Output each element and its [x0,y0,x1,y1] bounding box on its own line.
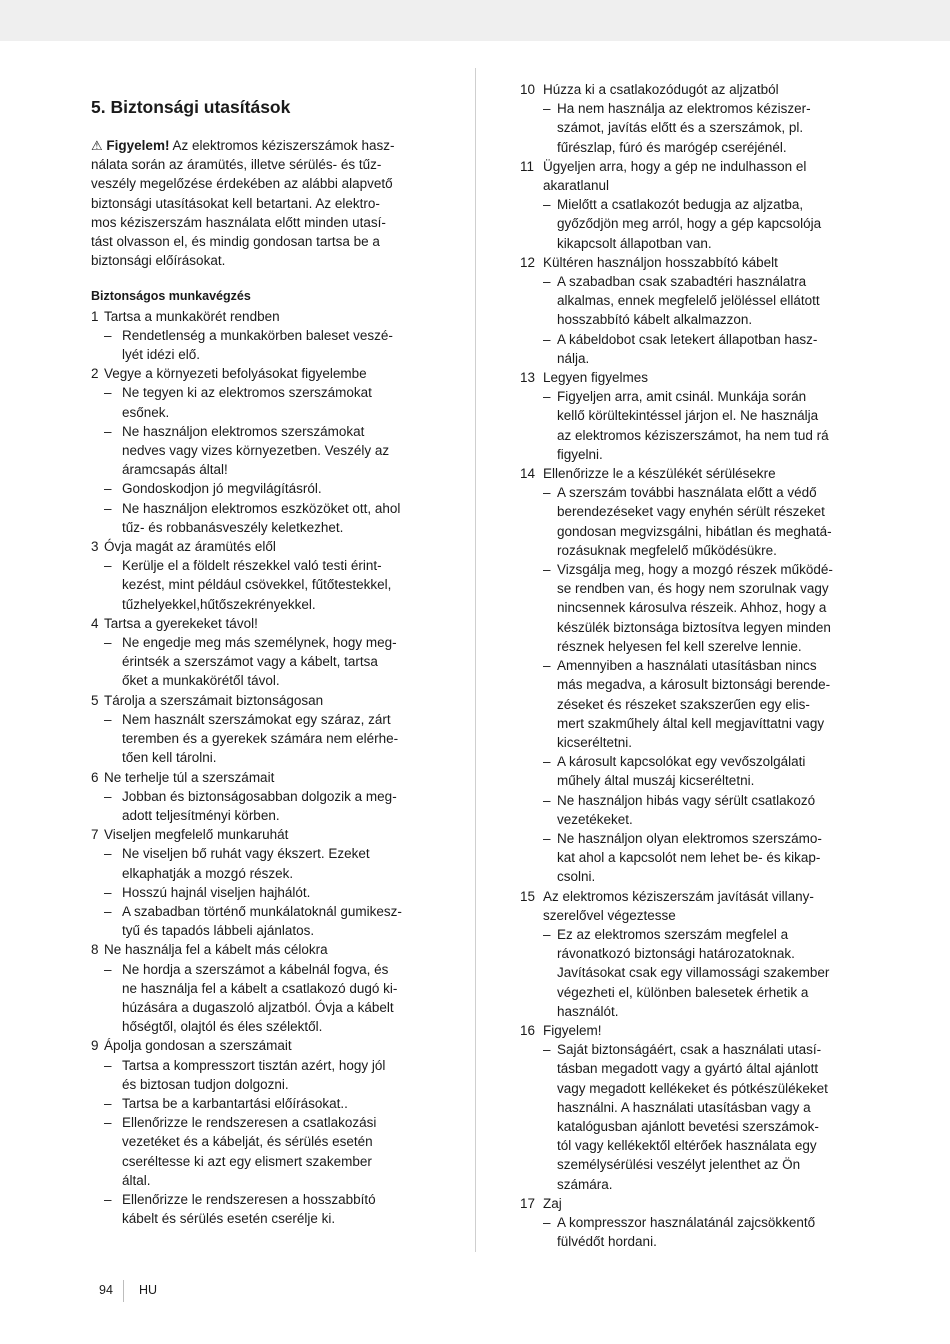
dash-icon: – [543,1042,551,1058]
dash-icon: – [543,101,551,117]
intro-paragraph [91,136,436,270]
bullet-line: által. [122,1172,151,1188]
dash-icon: – [104,1191,112,1207]
item-number: 15 [520,888,536,904]
dash-icon: – [104,711,112,727]
dash-icon: – [104,558,112,574]
bullet-line: személysérülési veszélyt jelenthet az Ön [557,1157,801,1173]
bullet-item [543,330,865,368]
dash-icon: – [104,635,112,651]
bullet-line: katalógusban ajánlott bevetési szerszámok- [557,1118,819,1134]
safety-item [91,364,436,383]
section-title: 5. Biztonsági utasítások [91,97,291,117]
safety-item [520,1021,865,1040]
item-title-line: Óvja magát az áramütés elől [104,539,276,555]
bullet-line: Ne viseljen bő ruhát vagy ékszert. Ezeket [122,846,370,862]
left-column [91,96,436,1228]
item-title-line: szerelővel végeztesse [543,907,676,923]
bullet-item [104,556,436,614]
item-number: 5 [91,692,99,708]
bullet-line: cseréltesse ki azt egy elismert szakember [122,1153,372,1169]
item-title-line: Figyelem! [543,1022,602,1038]
dash-icon: – [104,1095,112,1111]
bullet-line: A szerszám további használata előtt a védő [557,485,817,501]
bullet-line: Saját biztonságáért, csak a használati utasí- [557,1042,822,1058]
bullet-item [104,499,436,537]
bullet-item [104,633,436,691]
dash-icon: – [104,500,112,516]
bullet-line: Ne használjon olyan elektromos szerszámo- [557,830,822,846]
bullet-item [104,787,436,825]
bullet-item [543,1040,865,1194]
bullet-line: Vizsgálja meg, hogy a mozgó részek működé- [557,562,833,578]
bullet-line: tűzhelyekkel,hűtőszekrényekkel. [122,596,316,612]
bullet-line: tyű és tapadós lábbeli ajánlatos. [122,923,315,939]
bullet-line: Ez az elektromos szerszám megfelel a [557,926,789,942]
dash-icon: – [543,331,551,347]
bullet-line: használót. [557,1003,619,1019]
dash-icon: – [543,197,551,213]
safety-item [91,825,436,844]
item-number: 7 [91,827,99,843]
language-code: HU [139,1283,158,1297]
bullet-line: esőnek. [122,404,170,420]
bullet-line: kicseréltetni. [557,734,633,750]
bullet-item [104,883,436,902]
bullet-line: Ellenőrizze le rendszeresen a hosszabbító [122,1191,376,1207]
bullet-line: A kompresszor használatánál zajcsökkentő [557,1214,816,1230]
intro-line: biztonsági utasításokat kell betartani. Az elektro- [91,195,380,211]
intro-line: Az elektromos kéziszerszámok hasz- [169,138,395,153]
bullet-item [104,902,436,940]
safety-item [91,691,436,710]
bullet-item [543,925,865,1021]
item-number: 14 [520,466,536,482]
bullet-item [104,710,436,768]
bullet-line: az elektromos kéziszerszámot, ha nem tud rá [557,427,829,443]
bullet-item [543,656,865,752]
item-title-line: Ellenőrizze le a készülékét sérülésekre [543,466,776,482]
bullet-item [104,383,436,421]
item-number: 12 [520,254,536,270]
bullet-line: zéseket és részeket szakszerűen egy elis- [557,696,810,712]
safety-item [91,537,436,556]
bullet-line: Hosszú hajnál viseljen hajhálót. [122,884,311,900]
dash-icon: – [104,481,112,497]
bullet-line: mert szakműhely által kell megjavíttatni vagy [557,715,825,731]
bullet-item [104,422,436,480]
bullet-line: Tartsa be a karbantartási előírásokat.. [122,1095,348,1111]
bullet-item [543,829,865,887]
item-title-line: Ne terhelje túl a szerszámait [104,769,275,785]
item-number: 11 [520,158,535,174]
bullet-line: kezést, mint például csövekkel, fűtőtestekkel, [122,577,392,593]
bullet-item [543,387,865,464]
bullet-line: tásban megadott vagy a gyártó által ajánlott [557,1061,819,1077]
bullet-line: nedves vagy vizes környezetben. Veszély az [122,443,390,459]
bullet-line: vezetéket és a kábelját, és sérülés esetén [122,1134,373,1150]
bullet-item [543,483,865,560]
bullet-line: Kerülje el a földelt részekkel való testi érint- [122,558,382,574]
bullet-line: áramcsapás által! [122,462,228,478]
bullet-item [104,1094,436,1113]
safety-item [91,307,436,326]
bullet-line: műhely által muszáj kicseréltetni. [557,773,755,789]
dash-icon: – [543,658,551,674]
bullet-item [104,1190,436,1228]
bullet-line: rozásuknak megfelelő működésükre. [557,542,777,558]
bullet-line: résznek helyesen fel kell szerelve lennie. [557,638,802,654]
item-number: 9 [91,1038,99,1054]
dash-icon: – [104,788,112,804]
dash-icon: – [104,423,112,439]
item-title-line: Tartsa a gyerekeket távol! [104,615,258,631]
bullet-line: A károsult kapcsolókat egy vevőszolgálati [557,754,806,770]
item-title-line: Tartsa a munkakörét rendben [104,308,280,324]
bullet-line: Ha nem használja az elektromos kéziszer- [557,101,811,117]
bullet-item [104,960,436,1037]
item-title-line: Az elektromos kéziszerszám javítását villany- [543,888,814,904]
bullet-line: húzására a dugaszoló aljzatból. Óvja a kábelt [122,999,394,1015]
bullet-line: tól vagy kellékektől eltérőek használata egy [557,1138,817,1154]
bullet-line: Amennyiben a használati utasításban nincs [557,658,817,674]
bullet-line: nincsennek károsulva részeik. Ahhoz, hogy a [557,600,827,616]
bullet-line: nálja. [557,350,590,366]
bullet-line: Nem használt szerszámokat egy száraz, zárt [122,711,391,727]
bullet-line: kábelt és sérülés esetén cserélje ki. [122,1211,336,1227]
dash-icon: – [104,1115,112,1131]
bullet-line: Ne tegyen ki az elektromos szerszámokat [122,385,372,401]
bullet-line: gondosan megvizsgálni, hibátlan és meghatá- [557,523,832,539]
bullet-line: vagy megadott kellékeket és pótkészülékeket [557,1080,828,1096]
dash-icon: – [104,961,112,977]
dash-icon: – [104,884,112,900]
item-title-line: Viseljen megfelelő munkaruhát [104,827,289,843]
dash-icon: – [543,830,551,846]
bullet-line: Figyeljen arra, amit csinál. Munkája során [557,389,807,405]
item-number: 4 [91,615,99,631]
bullet-line: Ne használjon hibás vagy sérült csatlakozó [557,792,816,808]
column-divider [475,68,476,1252]
bullet-line: vezetékeket. [557,811,633,827]
safety-item [520,253,865,272]
bullet-line: hosszabbító kábelt alkalmazzon. [557,312,753,328]
bullet-line: kat ahol a kapcsolót nem lehet be- és kikap- [557,850,821,866]
item-title-line: Ügyeljen arra, hogy a gép ne indulhasson el [543,158,807,174]
bullet-line: kikapcsolt állapotban van. [557,235,712,251]
bullet-item [543,1213,865,1251]
item-title-line: Tárolja a szerszámait biztonságosan [104,692,324,708]
dash-icon: – [543,1214,551,1230]
bullet-line: győződjön meg arról, hogy a gép kapcsolója [557,216,822,232]
bullet-line: kellő körültekintéssel járjon el. Ne használja [557,408,819,424]
bullet-item [543,272,865,330]
bullet-line: Ne hordja a szerszámot a kábelnál fogva, és [122,961,389,977]
page-number: 94 [99,1283,113,1297]
bullet-line: figyelni. [557,446,603,462]
safety-item [520,887,865,925]
dash-icon: – [104,385,112,401]
dash-icon: – [543,926,551,942]
bullet-line: csolni. [557,869,596,885]
bullet-line: ne használja fel a kábelt a csatlakozó dugó ki- [122,980,398,996]
item-title-line: akaratlanul [543,178,610,194]
bullet-item [104,1056,436,1094]
safety-item [91,940,436,959]
bullet-line: Ne engedje meg más személynek, hogy meg- [122,635,397,651]
item-number: 8 [91,942,99,958]
bullet-item [543,791,865,829]
bullet-line: fülvédőt hordani. [557,1234,657,1250]
footer-divider [123,1280,124,1302]
bullet-line: Ne használjon elektromos eszközöket ott, ahol [122,500,401,516]
safety-item [520,368,865,387]
bullet-line: Tartsa a kompresszort tisztán azért, hogy jól [122,1057,386,1073]
item-number: 10 [520,82,536,97]
item-title-line: Zaj [543,1195,562,1211]
bullet-line: elkaphatják a mozgó részek. [122,865,294,881]
item-number: 3 [91,539,99,555]
top-bar [0,0,950,41]
dash-icon: – [104,846,112,862]
bullet-item [104,326,436,364]
item-number: 6 [91,769,99,785]
bullet-line: A szabadban történő munkálatoknál gumikesz- [122,903,402,919]
bullet-line: hőségtől, olajtól és éles szélektől. [122,1019,323,1035]
dash-icon: – [104,903,112,919]
intro-line: tást olvasson el, és mindig gondosan tartsa be a [91,234,380,250]
bullet-item [543,560,865,656]
safety-item [520,157,865,195]
safety-item [520,464,865,483]
bullet-line: alkalmas, ennek megfelelő jelöléssel ellátott [557,293,820,309]
intro-line: mos kéziszerszám használata előtt minden utasí- [91,214,386,230]
bullet-item [104,479,436,498]
bullet-line: Gondoskodjon jó megvilágításról. [122,481,322,497]
bullet-line: Ellenőrizze le rendszeresen a csatlakozási [122,1115,377,1131]
bullet-item [543,99,865,157]
dash-icon: – [543,389,551,405]
safety-item [520,80,865,99]
bullet-line: számára. [557,1176,613,1192]
bullet-line: teremben és a gyerekek számára nem elérhe- [122,731,399,747]
item-number: 2 [91,366,99,382]
warning-label: Figyelem! [106,138,170,153]
bullet-line: rávonatkozó biztonsági határozatoknak. [557,946,795,962]
dash-icon: – [543,792,551,808]
safety-item [520,1194,865,1213]
bullet-line: végezheti el, különben balesetek érhetik a [557,984,809,1000]
intro-line: nálata során az áramütés, illetve sérülés- és tűz- [91,157,382,173]
item-number: 17 [520,1195,536,1211]
bullet-line: más megadva, a károsult biztonsági berende- [557,677,831,693]
item-number: 16 [520,1022,536,1038]
bullet-line: Mielőtt a csatlakozót bedugja az aljzatba, [557,197,804,213]
bullet-line: se rendben van, és hogy nem szorulnak vagy [557,581,829,597]
right-column [520,80,865,1251]
bullet-line: berendezéseket vagy enyhén sérült részeket [557,504,825,520]
item-title-line: Kültéren használjon hosszabbító kábelt [543,254,778,270]
item-title-line: Húzza ki a csatlakozódugót az aljzatból [543,82,779,97]
safety-item [91,1036,436,1055]
warning-icon: ⚠ [91,138,103,153]
bullet-line: Rendetlenség a munkakörben baleset veszé- [122,327,393,343]
dash-icon: – [543,754,551,770]
bullet-item [104,844,436,882]
item-title-line: Ápolja gondosan a szerszámait [104,1038,292,1054]
subheading: Biztonságos munkavégzés [91,289,251,304]
bullet-line: Jobban és biztonságosabban dolgozik a meg- [122,788,397,804]
item-title-line: Vegye a környezeti befolyásokat figyelembe [104,366,367,382]
item-title-line: Legyen figyelmes [543,370,649,386]
bullet-line: Ne használjon elektromos szerszámokat [122,423,365,439]
bullet-item [104,1113,436,1190]
dash-icon: – [543,274,551,290]
bullet-line: tően kell tárolni. [122,750,217,766]
bullet-item [543,752,865,790]
left-safety-list [91,307,436,1229]
item-number: 13 [520,370,536,386]
safety-item [91,614,436,633]
item-title-line: Ne használja fel a kábelt más célokra [104,942,328,958]
dash-icon: – [104,327,112,343]
bullet-line: A kábeldobot csak letekert állapotban hasz- [557,331,818,347]
bullet-line: őket a munkakörétől távol. [122,673,280,689]
dash-icon: – [543,562,551,578]
bullet-item [543,195,865,253]
bullet-line: lyét idézi elő. [122,347,201,363]
dash-icon: – [104,1057,112,1073]
bullet-line: tűz- és robbanásveszély keletkezhet. [122,519,344,535]
intro-line: biztonsági előírásokat. [91,253,226,269]
bullet-line: számot, javítás előtt és a szerszámok, pl. [557,120,804,136]
bullet-line: fűrészlap, fúró és marógép cseréjénél. [557,139,787,155]
bullet-line: Javításokat csak egy villamossági szakember [557,965,830,981]
safety-item [91,768,436,787]
right-safety-list [520,80,865,1251]
item-number: 1 [91,308,99,324]
bullet-line: használni. A használati utasításban vagy a [557,1099,811,1115]
bullet-line: készülék biztonsága biztosítva legyen minden [557,619,831,635]
dash-icon: – [543,485,551,501]
bullet-line: adott teljesítményi körben. [122,807,280,823]
bullet-line: érintsék a szerszámot vagy a kábelt, tartsa [122,654,378,670]
bullet-line: A szabadban csak szabadtéri használatra [557,274,807,290]
intro-line: veszély megelőzése érdekében az alábbi alapvető [91,176,393,192]
bullet-line: és biztosan tudjon dolgozni. [122,1076,289,1092]
